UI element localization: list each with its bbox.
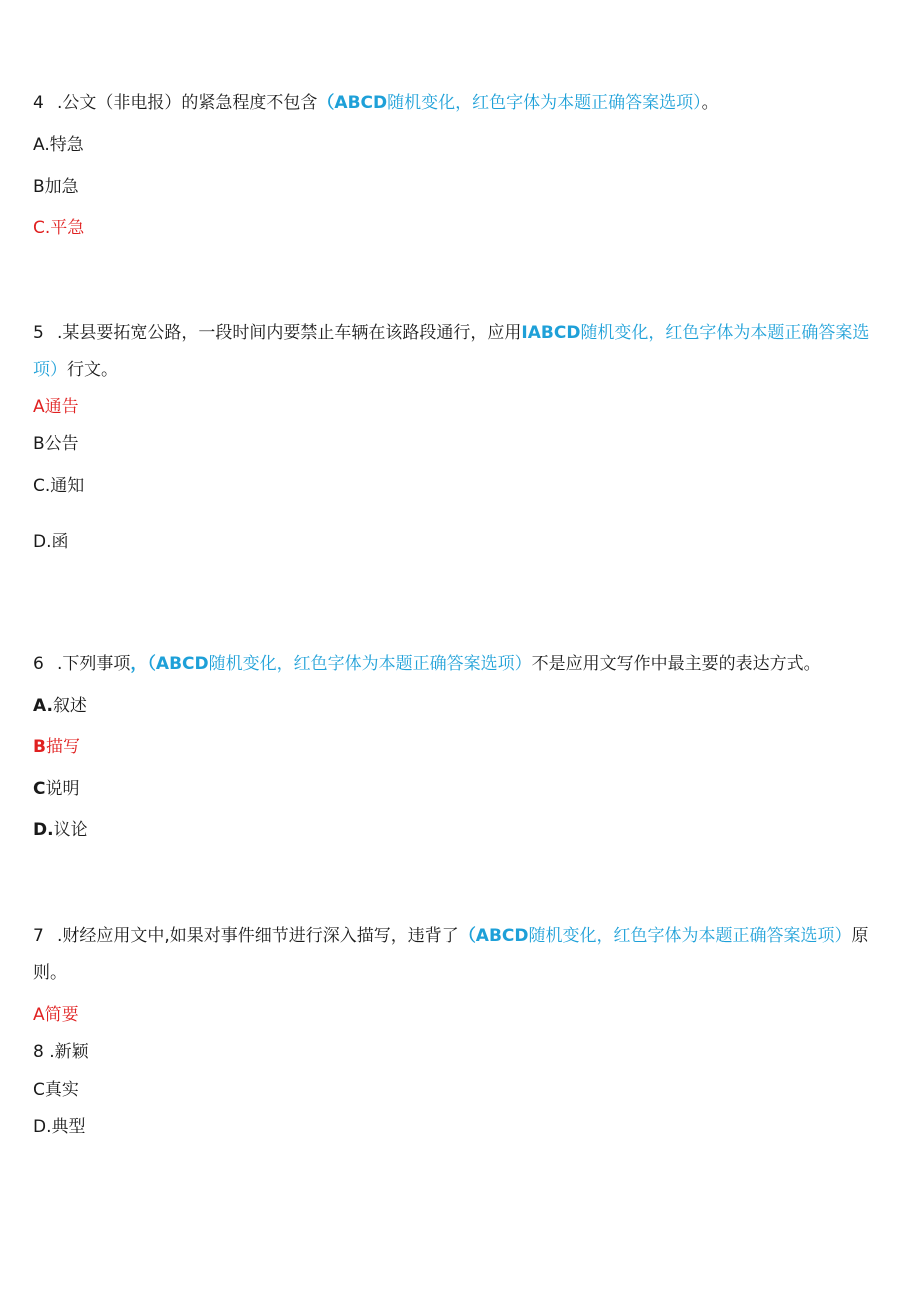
question-text: .财经应用文中,如果对事件细节进行深入描写，违背了 bbox=[57, 926, 459, 946]
option-letter: C bbox=[33, 779, 46, 799]
option-b: B加急 bbox=[33, 177, 79, 197]
question-text-end: 不是应用文写作中最主要的表达方式。 bbox=[531, 654, 821, 674]
option-text: 说明 bbox=[45, 779, 80, 799]
question-text-end: 行文。 bbox=[67, 360, 118, 380]
answer-hint: 项） bbox=[33, 360, 67, 380]
question-4 bbox=[33, 92, 719, 114]
option-text: 叙述 bbox=[52, 696, 87, 716]
option-d: D.函 bbox=[33, 532, 69, 552]
option-letter: B bbox=[33, 737, 46, 757]
answer-hint: 随机变化，红色字体为本题正确答案选项） bbox=[528, 926, 852, 946]
question-number: 7 bbox=[33, 926, 44, 946]
question-text: .某县要拓宽公路，一段时间内要禁止车辆在该路段通行，应用 bbox=[57, 323, 522, 343]
answer-hint: 随机变化，红色字体为本题正确答案选项） bbox=[208, 654, 532, 674]
option-b: B公告 bbox=[33, 434, 79, 454]
option-text: 议论 bbox=[53, 820, 88, 840]
answer-hint-bold: （ABCD bbox=[458, 926, 529, 946]
question-7 bbox=[33, 925, 869, 947]
question-text: .公文（非电报）的紧急程度不包含 bbox=[57, 93, 318, 113]
answer-hint-bold: IABCD bbox=[521, 323, 581, 343]
option-d bbox=[33, 819, 88, 841]
option-a-correct: A简要 bbox=[33, 1005, 79, 1025]
answer-hint: 随机变化，红色字体为本题正确答案选 bbox=[580, 323, 870, 343]
option-b-correct bbox=[33, 736, 80, 758]
answer-hint-bold: （ABCD bbox=[317, 93, 388, 113]
option-a: A.特急 bbox=[33, 135, 84, 155]
question-7-continued: 则。 bbox=[33, 963, 67, 983]
question-text: .下列事项 bbox=[57, 654, 131, 674]
option-c bbox=[33, 778, 79, 800]
option-c: C.通知 bbox=[33, 476, 85, 496]
question-number: 6 bbox=[33, 654, 44, 674]
option-text: 描写 bbox=[45, 737, 80, 757]
question-5 bbox=[33, 322, 869, 344]
question-text-end: 原 bbox=[851, 926, 869, 946]
option-a-correct: A通告 bbox=[33, 397, 79, 417]
option-c: C真实 bbox=[33, 1080, 79, 1100]
answer-hint: 随机变化，红色字体为本题正确答案选项） bbox=[387, 93, 702, 113]
option-letter: A. bbox=[33, 696, 53, 716]
question-6 bbox=[33, 653, 821, 675]
option-c-correct: C.平急 bbox=[33, 218, 85, 238]
option-d: D.典型 bbox=[33, 1117, 86, 1137]
question-number: 4 bbox=[33, 93, 44, 113]
option-b: 8 .新颖 bbox=[33, 1042, 89, 1062]
option-letter: D. bbox=[33, 820, 54, 840]
question-number: 5 bbox=[33, 323, 44, 343]
question-5-continued bbox=[33, 359, 118, 381]
option-a bbox=[33, 695, 87, 717]
answer-hint-bold: ，（ABCD bbox=[130, 654, 209, 674]
question-text-end: 。 bbox=[701, 93, 719, 113]
